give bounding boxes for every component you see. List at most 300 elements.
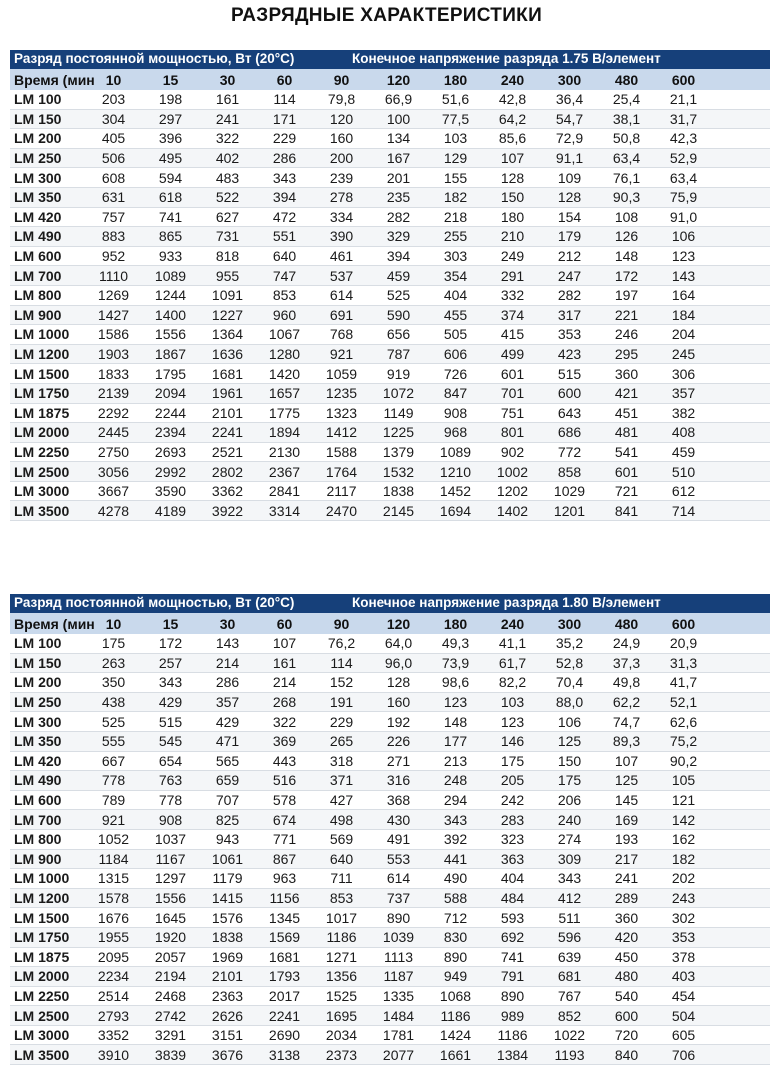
- model-name: LM 100: [14, 91, 62, 108]
- time-header-cell: 600: [671, 615, 696, 632]
- value-cell: 343: [158, 674, 183, 691]
- value-cell: 120: [329, 110, 354, 127]
- value-cell: 371: [329, 772, 354, 789]
- value-cell: 955: [215, 267, 240, 284]
- value-cell: 24,9: [612, 635, 641, 652]
- value-cell: 711: [330, 870, 353, 887]
- value-cell: 772: [557, 443, 582, 460]
- table-row: [10, 129, 770, 149]
- table-row: [10, 482, 770, 502]
- model-name: LM 1875: [14, 404, 70, 421]
- value-cell: 98,6: [441, 674, 470, 691]
- value-cell: 25,4: [612, 91, 641, 108]
- value-cell: 2793: [97, 1007, 130, 1024]
- value-cell: 952: [101, 248, 126, 265]
- time-header-cell: 30: [219, 615, 236, 632]
- value-cell: 707: [215, 792, 240, 809]
- table-row: [10, 654, 770, 674]
- value-cell: 3676: [211, 1046, 244, 1063]
- value-cell: 438: [101, 694, 126, 711]
- value-cell: 201: [386, 169, 411, 186]
- model-name: LM 600: [14, 792, 62, 809]
- value-cell: 74,7: [612, 713, 641, 730]
- value-cell: 1089: [154, 267, 187, 284]
- value-cell: 396: [158, 130, 183, 147]
- value-cell: 2521: [211, 443, 244, 460]
- value-cell: 191: [329, 694, 354, 711]
- value-cell: 1681: [268, 948, 301, 965]
- value-cell: 461: [329, 248, 354, 265]
- time-header-cell: 300: [557, 71, 582, 88]
- model-name: LM 1750: [14, 385, 70, 402]
- value-cell: 1269: [97, 287, 130, 304]
- value-cell: 427: [329, 792, 354, 809]
- value-cell: 161: [272, 654, 297, 671]
- value-cell: 2117: [326, 483, 357, 500]
- value-cell: 1903: [97, 346, 130, 363]
- value-cell: 968: [443, 424, 468, 441]
- value-cell: 1110: [98, 267, 129, 284]
- value-cell: 297: [158, 110, 183, 127]
- value-cell: 919: [386, 365, 411, 382]
- value-cell: 1764: [325, 463, 358, 480]
- table-row: [10, 404, 770, 424]
- value-cell: 143: [215, 635, 240, 652]
- value-cell: 128: [500, 169, 525, 186]
- value-cell: 890: [443, 948, 468, 965]
- value-cell: 257: [158, 654, 183, 671]
- value-cell: 902: [500, 443, 525, 460]
- value-cell: 3056: [97, 463, 130, 480]
- model-name: LM 250: [14, 694, 62, 711]
- value-cell: 322: [272, 713, 297, 730]
- value-cell: 726: [443, 365, 468, 382]
- table-row: [10, 928, 770, 948]
- value-cell: 541: [614, 443, 639, 460]
- value-cell: 757: [101, 208, 126, 225]
- value-cell: 52,1: [669, 694, 698, 711]
- value-cell: 499: [500, 346, 525, 363]
- value-cell: 1645: [154, 909, 187, 926]
- value-cell: 193: [614, 831, 639, 848]
- model-name: LM 800: [14, 831, 62, 848]
- value-cell: 203: [101, 91, 126, 108]
- value-cell: 286: [215, 674, 240, 691]
- table-row: [10, 286, 770, 306]
- model-name: LM 1200: [14, 346, 70, 363]
- value-cell: 226: [386, 733, 411, 750]
- value-cell: 96,0: [384, 654, 413, 671]
- value-cell: 1681: [211, 365, 244, 382]
- table-body: [10, 90, 770, 521]
- header-right-label: Конечное напряжение разряда 1.75 В/элемент: [352, 51, 661, 66]
- value-cell: 1636: [211, 346, 244, 363]
- value-cell: 2802: [211, 463, 244, 480]
- value-cell: 569: [329, 831, 354, 848]
- value-cell: 1838: [211, 929, 244, 946]
- value-cell: 825: [215, 811, 240, 828]
- value-cell: 459: [386, 267, 411, 284]
- time-header-cell: 90: [333, 615, 350, 632]
- value-cell: 818: [215, 248, 240, 265]
- time-label: Время (мин: [14, 615, 95, 632]
- value-cell: 606: [443, 346, 468, 363]
- value-cell: 2017: [268, 987, 301, 1004]
- value-cell: 146: [500, 733, 525, 750]
- value-cell: 179: [557, 228, 582, 245]
- value-cell: 1156: [269, 890, 300, 907]
- value-cell: 192: [386, 713, 411, 730]
- value-cell: 82,2: [498, 674, 527, 691]
- model-name: LM 490: [14, 772, 62, 789]
- value-cell: 88,0: [555, 694, 584, 711]
- table-row: [10, 987, 770, 1007]
- value-cell: 90,2: [669, 752, 698, 769]
- value-cell: 618: [158, 189, 183, 206]
- value-cell: 1280: [268, 346, 301, 363]
- value-cell: 278: [329, 189, 354, 206]
- value-cell: 1186: [440, 1007, 471, 1024]
- value-cell: 1484: [382, 1007, 415, 1024]
- value-cell: 1569: [268, 929, 301, 946]
- value-cell: 741: [500, 948, 525, 965]
- value-cell: 522: [215, 189, 240, 206]
- value-cell: 241: [614, 870, 639, 887]
- model-name: LM 700: [14, 811, 62, 828]
- value-cell: 551: [272, 228, 297, 245]
- value-cell: 751: [500, 404, 525, 421]
- value-cell: 4278: [97, 502, 130, 519]
- value-cell: 150: [557, 752, 582, 769]
- value-cell: 229: [329, 713, 354, 730]
- table-row: [10, 501, 770, 521]
- value-cell: 1068: [439, 987, 472, 1004]
- model-name: LM 1875: [14, 948, 70, 965]
- table-header-bar: [10, 50, 770, 69]
- model-name: LM 700: [14, 267, 62, 284]
- value-cell: 459: [671, 443, 696, 460]
- value-cell: 747: [272, 267, 297, 284]
- value-cell: 38,1: [612, 110, 641, 127]
- value-cell: 712: [443, 909, 468, 926]
- value-cell: 853: [272, 287, 297, 304]
- value-cell: 545: [158, 733, 183, 750]
- table-row: [10, 110, 770, 130]
- value-cell: 353: [671, 929, 696, 946]
- time-header-cell: 480: [614, 615, 639, 632]
- value-cell: 378: [671, 948, 696, 965]
- value-cell: 210: [500, 228, 525, 245]
- value-cell: 778: [158, 792, 183, 809]
- value-cell: 291: [500, 267, 525, 284]
- time-header-cell: 240: [500, 71, 525, 88]
- time-header-cell: 300: [557, 615, 582, 632]
- value-cell: 317: [557, 306, 582, 323]
- value-cell: 1297: [154, 870, 187, 887]
- value-cell: 360: [614, 909, 639, 926]
- value-cell: 2241: [268, 1007, 301, 1024]
- value-cell: 2130: [268, 443, 301, 460]
- value-cell: 162: [671, 831, 696, 848]
- value-cell: 639: [557, 948, 582, 965]
- value-cell: 933: [158, 248, 183, 265]
- value-cell: 510: [671, 463, 696, 480]
- value-cell: 121: [671, 792, 696, 809]
- table-row: [10, 732, 770, 752]
- value-cell: 1037: [154, 831, 187, 848]
- value-cell: 303: [443, 248, 468, 265]
- value-cell: 107: [272, 635, 297, 652]
- value-cell: 1186: [497, 1027, 528, 1044]
- value-cell: 1017: [325, 909, 358, 926]
- value-cell: 3667: [97, 483, 130, 500]
- value-cell: 36,4: [555, 91, 584, 108]
- value-cell: 2101: [211, 968, 244, 985]
- value-cell: 415: [500, 326, 525, 343]
- value-cell: 3922: [211, 502, 244, 519]
- value-cell: 213: [443, 752, 468, 769]
- value-cell: 394: [272, 189, 297, 206]
- value-cell: 363: [500, 850, 525, 867]
- value-cell: 2234: [97, 968, 130, 985]
- value-cell: 172: [614, 267, 639, 284]
- value-cell: 720: [614, 1027, 639, 1044]
- value-cell: 1556: [154, 890, 187, 907]
- value-cell: 1793: [268, 968, 301, 985]
- value-cell: 2373: [325, 1046, 358, 1063]
- time-columns: [85, 616, 712, 632]
- value-cell: 126: [614, 228, 639, 245]
- model-name: LM 3500: [14, 502, 70, 519]
- value-cell: 2468: [154, 987, 187, 1004]
- value-cell: 429: [215, 713, 240, 730]
- value-cell: 212: [557, 248, 582, 265]
- value-cell: 123: [443, 694, 468, 711]
- value-cell: 255: [443, 228, 468, 245]
- model-name: LM 1200: [14, 890, 70, 907]
- value-cell: 1532: [382, 463, 415, 480]
- value-cell: 204: [671, 326, 696, 343]
- value-cell: 182: [671, 850, 696, 867]
- model-name: LM 600: [14, 248, 62, 265]
- value-cell: 263: [101, 654, 126, 671]
- model-name: LM 420: [14, 208, 62, 225]
- value-cell: 353: [557, 326, 582, 343]
- value-cell: 52,8: [555, 654, 584, 671]
- value-cell: 614: [386, 870, 411, 887]
- value-cell: 37,3: [612, 654, 641, 671]
- value-cell: 109: [557, 169, 582, 186]
- value-cell: 2742: [154, 1007, 187, 1024]
- value-cell: 2101: [211, 404, 244, 421]
- value-cell: 42,3: [669, 130, 698, 147]
- value-cell: 106: [671, 228, 696, 245]
- value-cell: 50,8: [612, 130, 641, 147]
- value-cell: 1415: [211, 890, 244, 907]
- value-cell: 643: [557, 404, 582, 421]
- value-cell: 1113: [383, 948, 414, 965]
- value-cell: 248: [443, 772, 468, 789]
- model-name: LM 900: [14, 306, 62, 323]
- value-cell: 282: [386, 208, 411, 225]
- value-cell: 421: [614, 385, 639, 402]
- time-header-cell: 15: [162, 615, 179, 632]
- value-cell: 1345: [268, 909, 301, 926]
- value-cell: 3362: [211, 483, 244, 500]
- value-cell: 1556: [154, 326, 187, 343]
- value-cell: 1795: [154, 365, 187, 382]
- value-cell: 125: [557, 733, 582, 750]
- value-cell: 2139: [97, 385, 130, 402]
- value-cell: 164: [671, 287, 696, 304]
- value-cell: 129: [443, 150, 468, 167]
- model-name: LM 1500: [14, 365, 70, 382]
- value-cell: 1412: [325, 424, 358, 441]
- value-cell: 830: [443, 929, 468, 946]
- value-cell: 41,7: [669, 674, 698, 691]
- value-cell: 350: [101, 674, 126, 691]
- value-cell: 737: [386, 890, 411, 907]
- value-cell: 49,8: [612, 674, 641, 691]
- table-row: [10, 325, 770, 345]
- value-cell: 1955: [97, 929, 130, 946]
- model-name: LM 2250: [14, 987, 70, 1004]
- value-cell: 2057: [154, 948, 187, 965]
- model-name: LM 200: [14, 130, 62, 147]
- model-name: LM 2250: [14, 443, 70, 460]
- value-cell: 480: [614, 968, 639, 985]
- table-row: [10, 1045, 770, 1065]
- value-cell: 1187: [383, 968, 414, 985]
- value-cell: 108: [614, 208, 639, 225]
- value-cell: 841: [614, 502, 639, 519]
- value-cell: 2292: [97, 404, 130, 421]
- value-cell: 91,0: [669, 208, 698, 225]
- value-cell: 2514: [97, 987, 130, 1004]
- value-cell: 423: [557, 346, 582, 363]
- value-cell: 245: [671, 346, 696, 363]
- value-cell: 160: [329, 130, 354, 147]
- value-cell: 1676: [97, 909, 130, 926]
- value-cell: 578: [272, 792, 297, 809]
- value-cell: 640: [329, 850, 354, 867]
- value-cell: 1335: [382, 987, 415, 1004]
- value-cell: 316: [386, 772, 411, 789]
- value-cell: 450: [614, 948, 639, 965]
- value-cell: 441: [443, 850, 468, 867]
- value-cell: 150: [500, 189, 525, 206]
- value-cell: 1271: [325, 948, 358, 965]
- value-cell: 128: [386, 674, 411, 691]
- value-cell: 600: [614, 1007, 639, 1024]
- table-row: [10, 345, 770, 365]
- value-cell: 3590: [154, 483, 187, 500]
- value-cell: 76,1: [612, 169, 641, 186]
- value-cell: 240: [557, 811, 582, 828]
- model-name: LM 1500: [14, 909, 70, 926]
- model-name: LM 350: [14, 733, 62, 750]
- value-cell: 515: [158, 713, 183, 730]
- value-cell: 2241: [211, 424, 244, 441]
- table-row: [10, 810, 770, 830]
- value-cell: 394: [386, 248, 411, 265]
- value-cell: 921: [101, 811, 126, 828]
- model-name: LM 100: [14, 635, 62, 652]
- time-header-cell: 90: [333, 71, 350, 88]
- value-cell: 596: [557, 929, 582, 946]
- value-cell: 852: [557, 1007, 582, 1024]
- value-cell: 525: [101, 713, 126, 730]
- value-cell: 145: [614, 792, 639, 809]
- table-row: [10, 869, 770, 889]
- value-cell: 1227: [211, 306, 244, 323]
- value-cell: 1186: [326, 929, 357, 946]
- value-cell: 789: [101, 792, 126, 809]
- value-cell: 184: [671, 306, 696, 323]
- value-cell: 471: [215, 733, 240, 750]
- value-cell: 368: [386, 792, 411, 809]
- value-cell: 91,1: [555, 150, 584, 167]
- value-cell: 2095: [97, 948, 130, 965]
- value-cell: 374: [500, 306, 525, 323]
- value-cell: 3291: [154, 1027, 187, 1044]
- value-cell: 731: [215, 228, 240, 245]
- time-columns: [85, 72, 712, 88]
- value-cell: 1052: [97, 831, 130, 848]
- value-cell: 1427: [97, 306, 130, 323]
- value-cell: 404: [500, 870, 525, 887]
- value-cell: 1402: [496, 502, 529, 519]
- value-cell: 701: [500, 385, 525, 402]
- value-cell: 392: [443, 831, 468, 848]
- value-cell: 608: [101, 169, 126, 186]
- value-cell: 491: [386, 831, 411, 848]
- value-cell: 2367: [268, 463, 301, 480]
- value-cell: 242: [500, 792, 525, 809]
- value-cell: 3352: [97, 1027, 130, 1044]
- value-cell: 553: [386, 850, 411, 867]
- value-cell: 1379: [382, 443, 415, 460]
- value-cell: 2094: [154, 385, 187, 402]
- value-cell: 247: [557, 267, 582, 284]
- table-row: [10, 673, 770, 693]
- value-cell: 62,2: [612, 694, 641, 711]
- time-header-cell: 10: [105, 615, 122, 632]
- value-cell: 73,9: [441, 654, 470, 671]
- value-cell: 221: [614, 306, 639, 323]
- table-row: [10, 227, 770, 247]
- value-cell: 674: [272, 811, 297, 828]
- value-cell: 840: [614, 1046, 639, 1063]
- value-cell: 105: [671, 772, 696, 789]
- value-cell: 540: [614, 987, 639, 1004]
- value-cell: 390: [329, 228, 354, 245]
- value-cell: 249: [500, 248, 525, 265]
- value-cell: 801: [500, 424, 525, 441]
- value-cell: 791: [500, 968, 525, 985]
- value-cell: 343: [443, 811, 468, 828]
- value-cell: 177: [443, 733, 468, 750]
- value-cell: 908: [443, 404, 468, 421]
- value-cell: 1039: [382, 929, 415, 946]
- value-cell: 114: [273, 91, 296, 108]
- value-cell: 148: [614, 248, 639, 265]
- value-cell: 357: [215, 694, 240, 711]
- value-cell: 2077: [382, 1046, 415, 1063]
- value-cell: 867: [272, 850, 297, 867]
- value-cell: 1167: [155, 850, 186, 867]
- time-header-cell: 30: [219, 71, 236, 88]
